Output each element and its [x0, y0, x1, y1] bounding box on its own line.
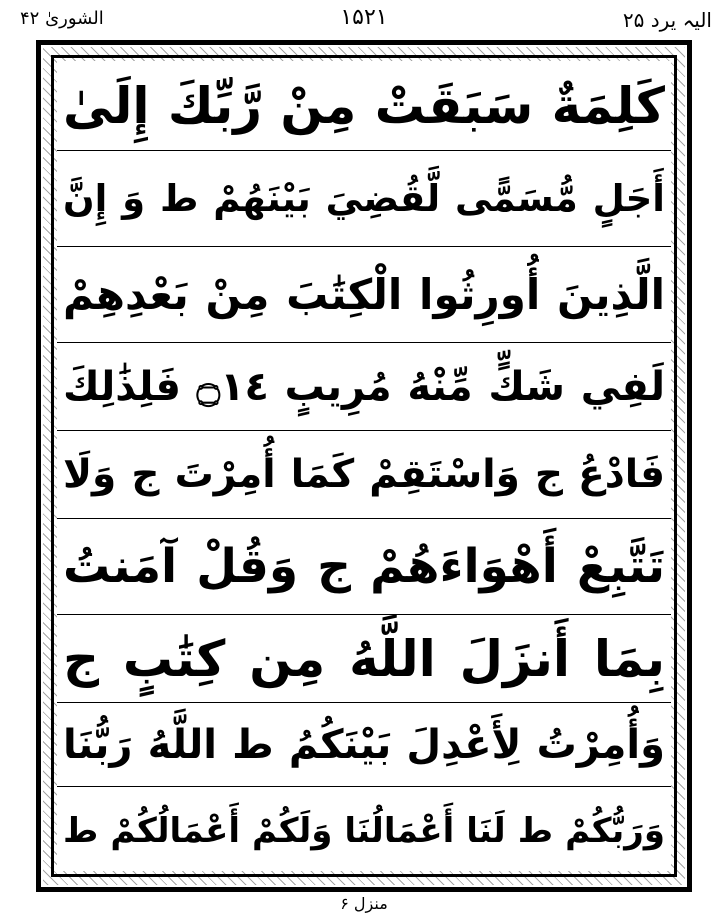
- surah-name: الشوریٰ ۴۲: [20, 8, 104, 29]
- juz-name: الیہ یرد ۲۵: [622, 8, 712, 32]
- text-area: [57, 61, 671, 871]
- line-text: وَأُمِرْتُ لِأَعْدِلَ بَيْنَكُمُ ط اللَّهُ رَبُّنَا: [63, 721, 665, 768]
- text-line: [57, 431, 671, 519]
- text-line: [57, 61, 671, 151]
- line-text: تَتَّبِعْ أَهْوَاءَهُمْ ج وَقُلْ آمَنتُ: [63, 539, 665, 594]
- text-line: [57, 247, 671, 343]
- line-text: لَفِي شَكٍّ مِّنْهُ مُرِيبٍ ۝١٤ فَلِذَٰلِكَ: [63, 363, 665, 410]
- line-text: فَادْعُ ج وَاسْتَقِمْ كَمَا أُمِرْتَ ج وَلَا: [63, 452, 665, 497]
- text-line: [57, 703, 671, 787]
- manzil-marker: منزل ۶: [340, 894, 388, 913]
- line-text: كَلِمَةٌ سَبَقَتْ مِنْ رَّبِّكَ إِلَىٰ: [63, 76, 665, 135]
- page-number: ۱۵۲۱: [340, 5, 388, 30]
- text-line: [57, 615, 671, 703]
- text-line: [57, 343, 671, 431]
- page-frame: [36, 40, 692, 892]
- line-text: أَجَلٍ مُّسَمًّى لَّقُضِيَ بَيْنَهُمْ ط وَ إِنَّ: [63, 177, 665, 220]
- line-text: الَّذِينَ أُورِثُوا الْكِتَٰبَ مِنْ بَعْدِهِمْ: [63, 269, 665, 319]
- text-line: [57, 787, 671, 875]
- line-text: بِمَا أَنزَلَ اللَّهُ مِن كِتَٰبٍ ج: [63, 629, 665, 688]
- text-line: [57, 151, 671, 247]
- page-header: [0, 0, 728, 40]
- line-text: وَرَبُّكُمْ ط لَنَا أَعْمَالُنَا وَلَكُمْ أَعْمَالُكُمْ ط: [63, 811, 665, 851]
- text-line: [57, 519, 671, 615]
